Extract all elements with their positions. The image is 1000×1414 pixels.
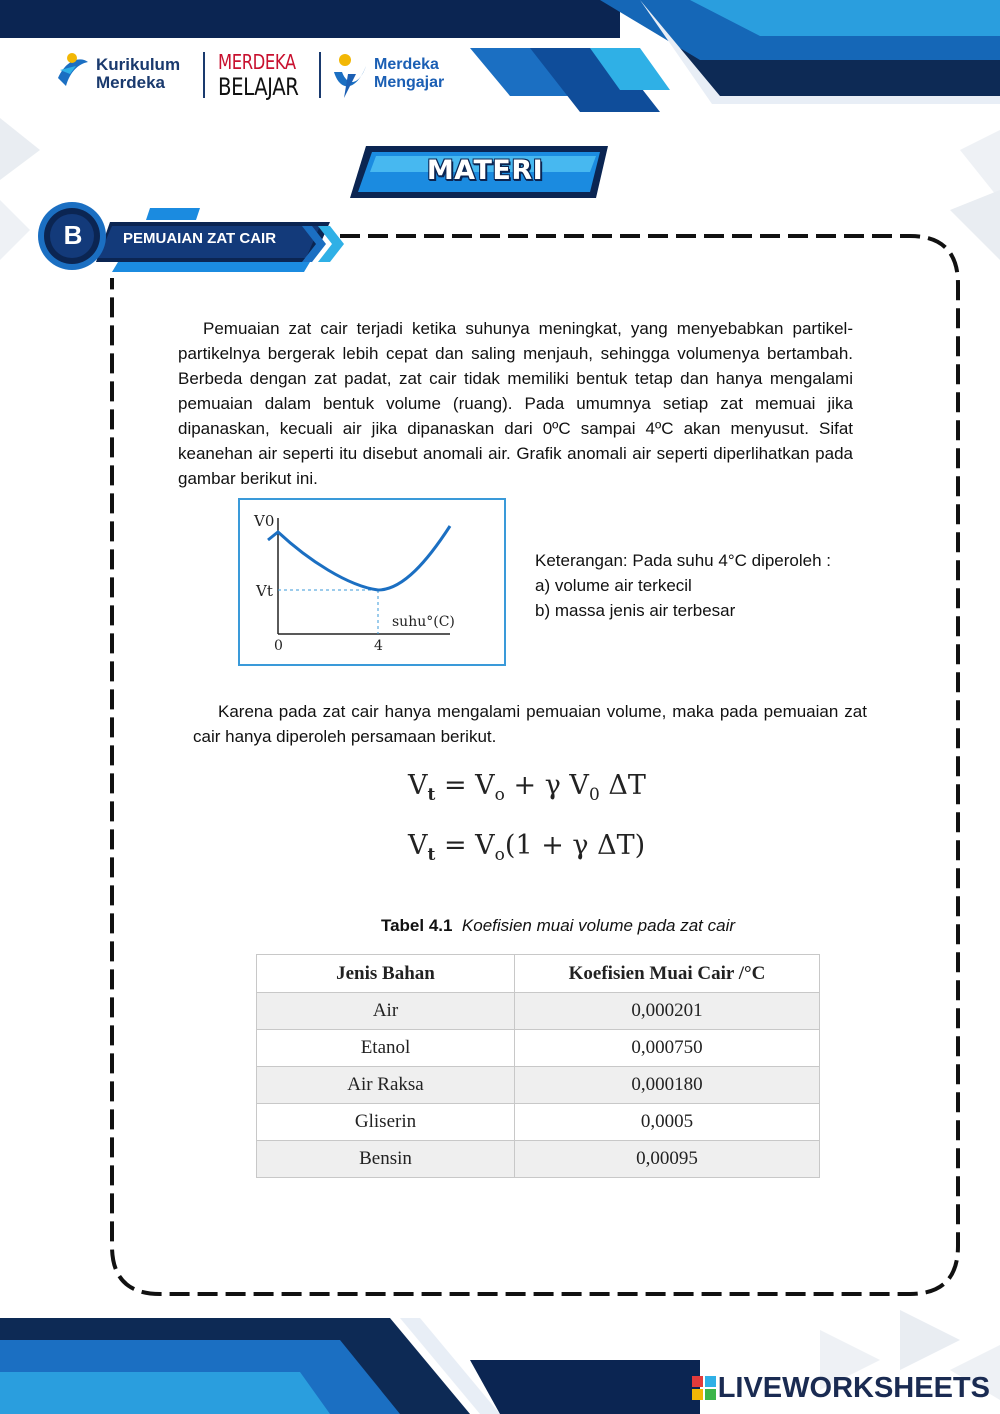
merdeka-mengajar-line1: Merdeka bbox=[374, 56, 439, 73]
section-title: PEMUAIAN ZAT CAIR bbox=[123, 230, 277, 247]
legend-heading: Keterangan: Pada suhu 4°C diperoleh : bbox=[535, 551, 832, 570]
table-row bbox=[257, 993, 820, 1030]
eq1-v-sub: t bbox=[427, 785, 436, 805]
eq1-rhs-a: = V bbox=[443, 770, 495, 801]
table-row bbox=[257, 1141, 820, 1178]
merdeka-mengajar-line2: Mengajar bbox=[374, 74, 445, 91]
kurikulum-logo-line1: Kurikulum bbox=[96, 55, 181, 74]
legend-item-b: b) massa jenis air terbesar bbox=[535, 601, 736, 620]
table-cell-material: Bensin bbox=[257, 1141, 515, 1178]
eq1-rhs-c: ΔT bbox=[599, 770, 646, 801]
table-caption-number: Tabel 4.1 bbox=[380, 916, 453, 935]
table-cell-coefficient: 0,000201 bbox=[515, 993, 820, 1030]
liveworksheets-brand[interactable]: LIVEWORKSHEETS bbox=[717, 1372, 990, 1404]
merdeka-mengajar-logo bbox=[374, 56, 474, 92]
equation-1 bbox=[408, 770, 646, 805]
table-row bbox=[257, 1030, 820, 1067]
table-caption bbox=[258, 914, 858, 938]
graph-tick-4: 4 bbox=[374, 638, 383, 654]
equation-intro-paragraph: Karena pada zat cair hanya mengalami pemuaian volume, maka pada pemuaian zat cair hanya diperoleh persamaan berikut. bbox=[193, 702, 867, 746]
table-cell-coefficient: 0,0005 bbox=[515, 1104, 820, 1141]
graph-legend bbox=[535, 548, 875, 623]
table-cell-material: Air bbox=[257, 993, 515, 1030]
eq1-rhs-b: + γ V bbox=[504, 770, 589, 801]
table-cell-material: Gliserin bbox=[257, 1104, 515, 1141]
graph-label-vt: Vt bbox=[256, 582, 273, 600]
table-header-row bbox=[257, 955, 820, 993]
merdeka-belajar-line1: MERDEKA bbox=[218, 50, 296, 74]
table-cell-material: Air Raksa bbox=[257, 1067, 515, 1104]
kurikulum-merdeka-logo bbox=[96, 56, 196, 92]
equation-2 bbox=[408, 830, 645, 865]
table-cell-coefficient: 0,00095 bbox=[515, 1141, 820, 1178]
legend-item-a: a) volume air terkecil bbox=[535, 576, 692, 595]
graph-label-v0: V0 bbox=[254, 512, 275, 530]
graph-axis-label: suhu°(C) bbox=[392, 614, 455, 630]
table-caption-description: Koefisien muai volume pada zat cair bbox=[461, 916, 736, 935]
table-cell-coefficient: 0,000750 bbox=[515, 1030, 820, 1067]
table-row bbox=[257, 1067, 820, 1104]
eq1-rhs-b-sub: 0 bbox=[588, 785, 600, 805]
eq2-v: V bbox=[408, 830, 428, 861]
section-letter-badge: B bbox=[63, 220, 83, 250]
intro-paragraph: Pemuaian zat cair terjadi ketika suhunya meningkat, yang menyebabkan partikel-partikelnya bergerak lebih cepat dan saling menjauh, sehingga volumenya bertambah. Berbeda dengan zat padat, zat cair tidak memiliki bentuk tetap dan hanya mengalami pemuaian dalam bentuk volume (ruang). Pada umumnya setiap zat memuai jika dipanaskan, kecuali air jika dipanaskan dari 0ºC sampai 4ºC akan menyusut. Sifat keanehan air seperti itu disebut anomali air. Grafik anomali air seperti diperlihatkan pada gambar berikut ini. bbox=[178, 319, 853, 488]
eq2-rhs-b: (1 + γ ΔT) bbox=[504, 830, 646, 861]
eq2-v-sub: t bbox=[427, 845, 436, 865]
table-row bbox=[257, 1104, 820, 1141]
eq2-rhs-a: = V bbox=[443, 830, 495, 861]
table-cell-coefficient: 0,000180 bbox=[515, 1067, 820, 1104]
expansion-coefficient-table bbox=[256, 954, 820, 1178]
graph-tick-0: 0 bbox=[274, 638, 283, 654]
table-header-material: Jenis Bahan bbox=[257, 955, 515, 993]
table-header-coefficient: Koefisien Muai Cair /°C bbox=[515, 955, 820, 993]
eq1-v: V bbox=[408, 770, 428, 801]
table-cell-material: Etanol bbox=[257, 1030, 515, 1067]
eq2-rhs-a-sub: o bbox=[494, 845, 505, 865]
eq1-rhs-a-sub: o bbox=[494, 785, 505, 805]
liveworksheets-logo-icon bbox=[692, 1376, 716, 1400]
merdeka-belajar-logo bbox=[218, 50, 310, 100]
merdeka-belajar-line2: BELAJAR bbox=[218, 73, 299, 101]
page-title: MATERI bbox=[426, 155, 544, 186]
anomaly-water-graph bbox=[238, 498, 506, 666]
kurikulum-logo-line2: Merdeka bbox=[96, 73, 165, 92]
